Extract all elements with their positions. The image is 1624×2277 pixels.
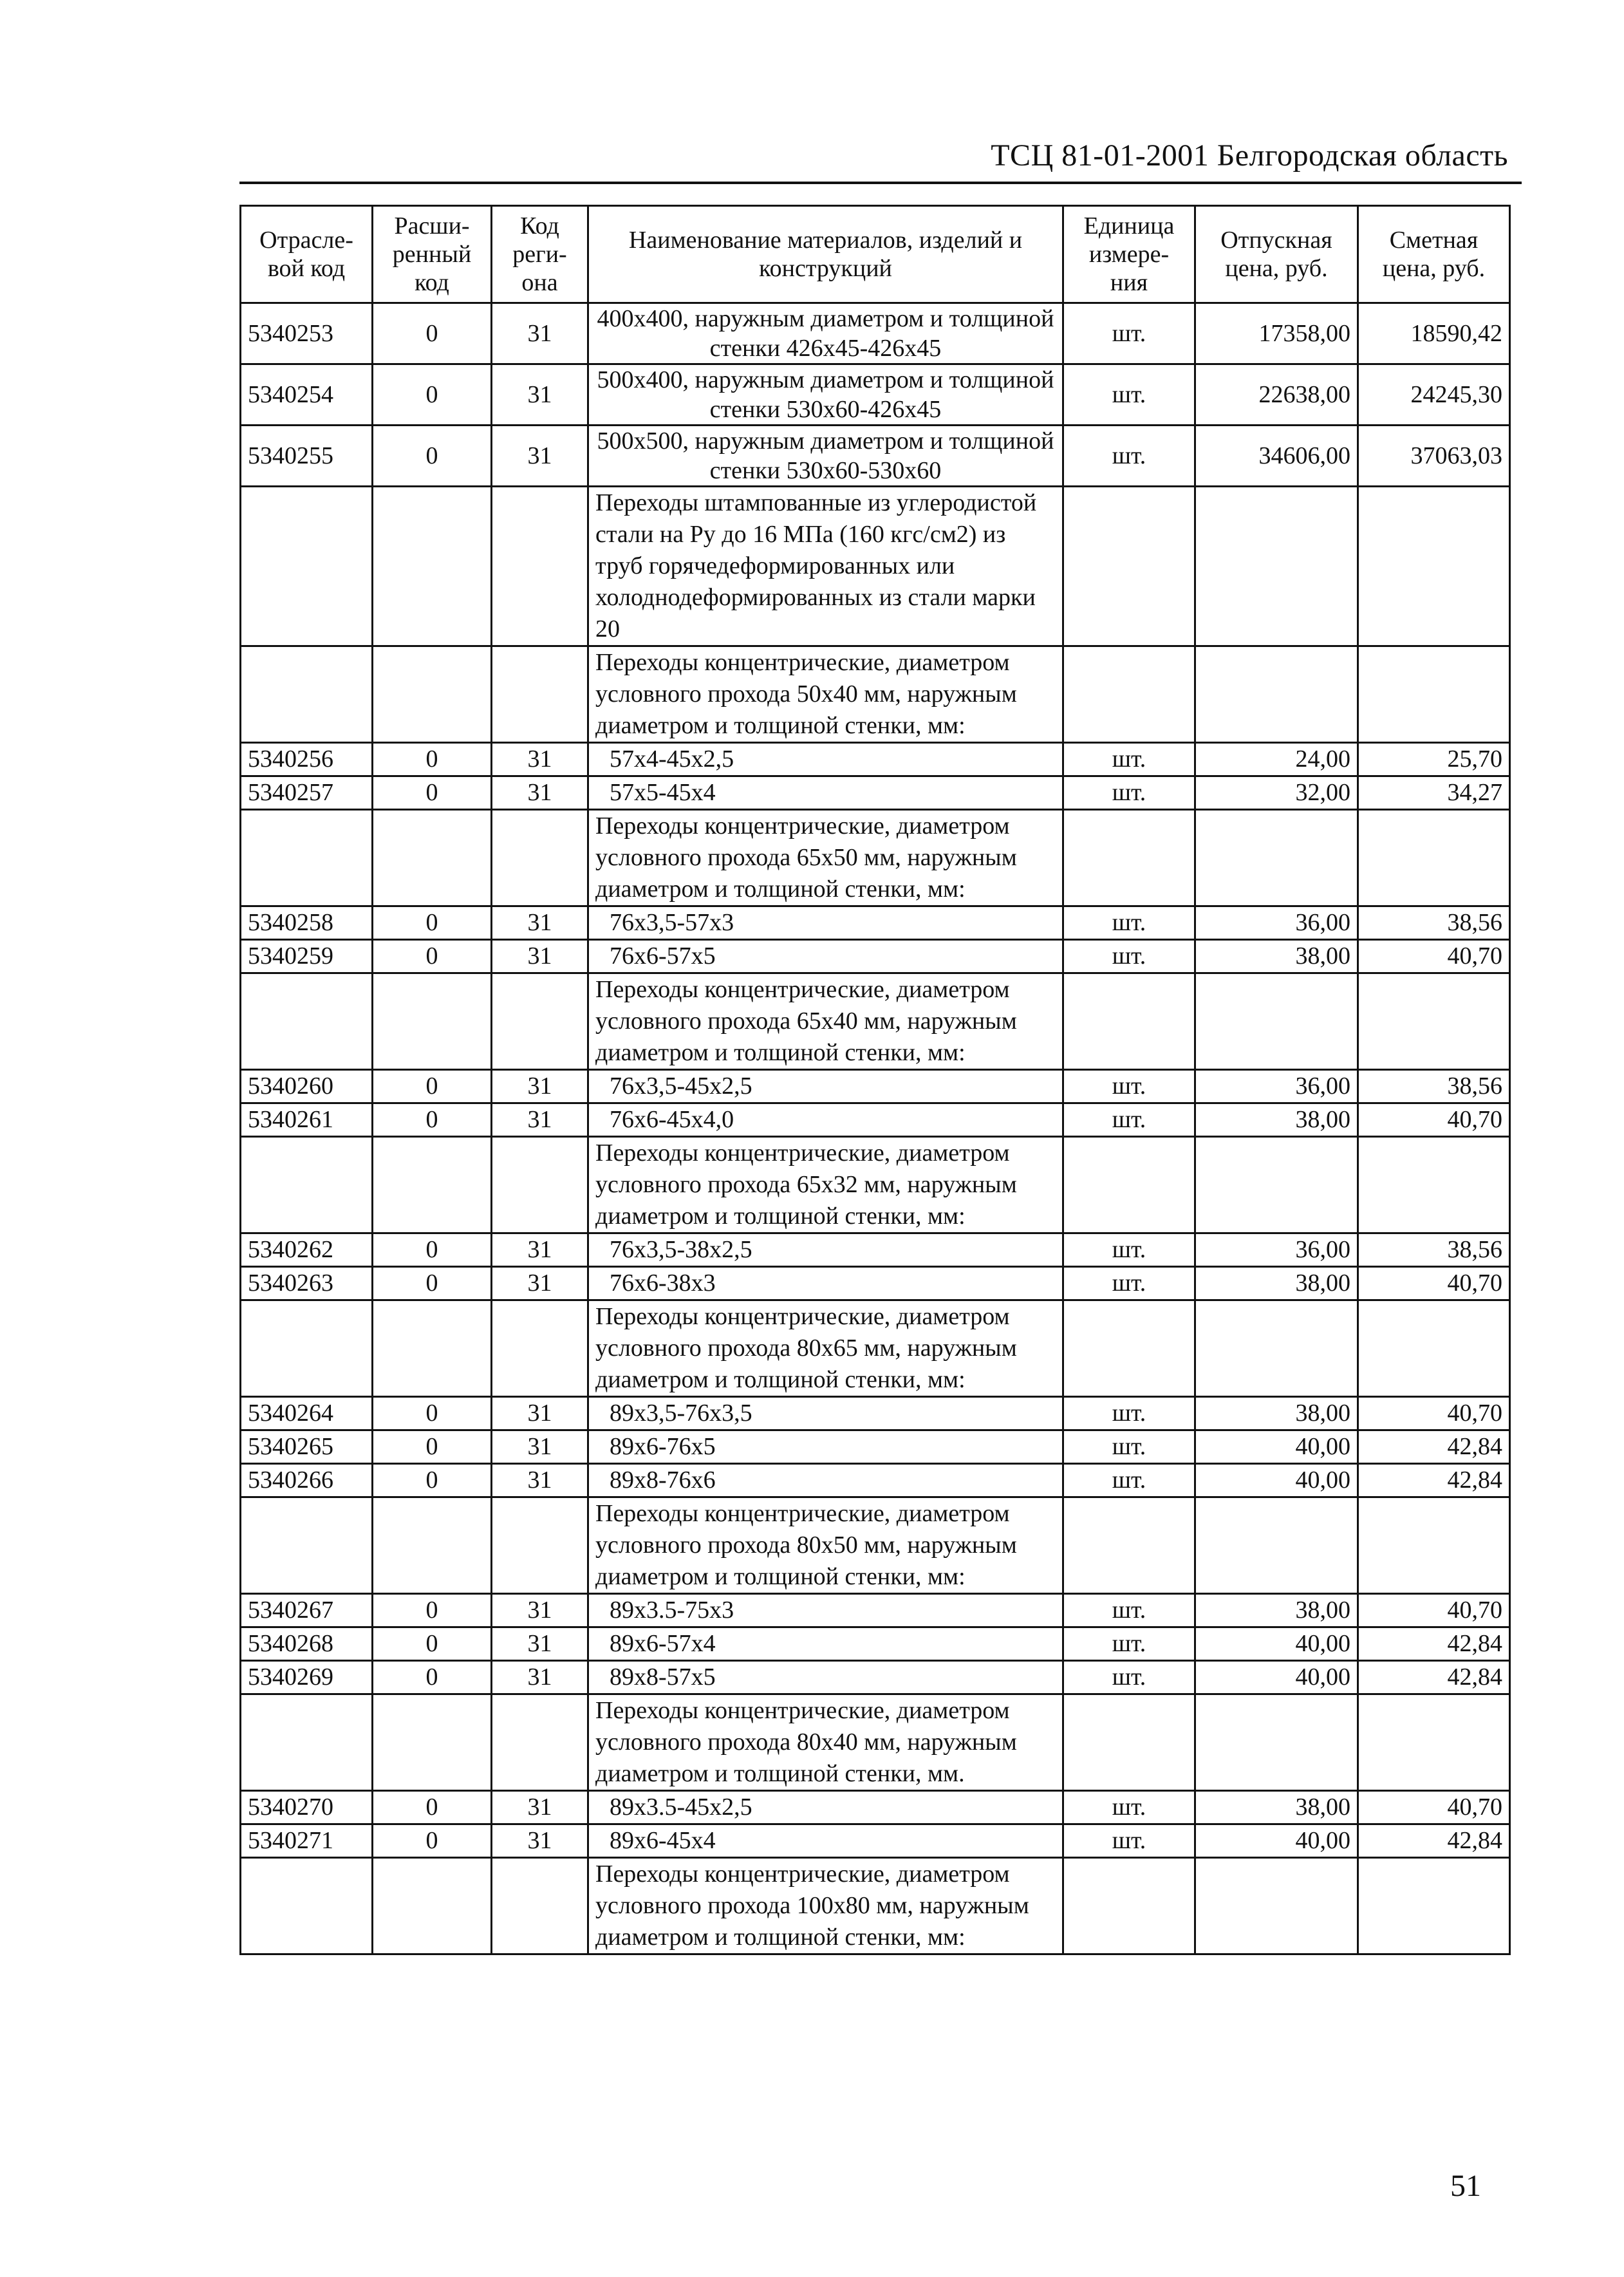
row-release-price: 40,00 [1195, 1661, 1358, 1694]
row-release-price: 36,00 [1195, 1233, 1358, 1267]
column-header-estimate-price: Сметная цена, руб. [1358, 206, 1510, 303]
row-estimate-price: 38,56 [1358, 1070, 1510, 1103]
row-release-price: 38,00 [1195, 940, 1358, 973]
group-heading: Переходы концентрические, диаметром условного прохода 65x50 мм, наружным диаметром и толщиной стенки, мм: [588, 810, 1063, 906]
row-extended-code: 0 [373, 1267, 492, 1300]
row-region-code: 31 [492, 1070, 588, 1103]
row-extended-code: 0 [373, 1661, 492, 1694]
row-branch-code: 5340265 [241, 1430, 373, 1464]
row-extended-code: 0 [373, 1594, 492, 1627]
group-heading-row [241, 1300, 1510, 1397]
row-release-price-empty [1195, 1694, 1358, 1791]
row-branch-code-empty [241, 1497, 373, 1594]
row-extended-code: 0 [373, 1824, 492, 1858]
group-heading: Переходы концентрические, диаметром условного прохода 65x32 мм, наружным диаметром и толщиной стенки, мм: [588, 1137, 1063, 1233]
table-row [241, 1661, 1510, 1694]
group-heading: Переходы штампованные из углеродистой стали на Ру до 16 МПа (160 кгс/см2) из труб горячедеформированных или холоднодеформированных из стали марки 20 [588, 487, 1063, 646]
table-row [241, 1233, 1510, 1267]
row-unit-empty [1063, 973, 1195, 1070]
row-branch-code: 5340261 [241, 1103, 373, 1137]
row-region-code: 31 [492, 1430, 588, 1464]
row-region-code-empty [492, 1300, 588, 1397]
row-name: 76x6-38x3 [588, 1267, 1063, 1300]
row-unit: шт. [1063, 940, 1195, 973]
row-release-price: 17358,00 [1195, 303, 1358, 364]
table-row [241, 1267, 1510, 1300]
row-branch-code: 5340256 [241, 743, 373, 776]
row-release-price-empty [1195, 1858, 1358, 1954]
row-extended-code: 0 [373, 1397, 492, 1430]
row-region-code: 31 [492, 303, 588, 364]
row-name: 89x3.5-45x2,5 [588, 1791, 1063, 1824]
row-region-code: 31 [492, 743, 588, 776]
group-heading-row [241, 1694, 1510, 1791]
row-release-price: 36,00 [1195, 1070, 1358, 1103]
table-row [241, 1627, 1510, 1661]
row-release-price: 24,00 [1195, 743, 1358, 776]
row-name: 500x500, наружным диаметром и толщиной стенки 530x60-530x60 [588, 426, 1063, 487]
group-heading-row [241, 1137, 1510, 1233]
row-branch-code: 5340266 [241, 1464, 373, 1497]
group-heading-row [241, 810, 1510, 906]
row-release-price: 32,00 [1195, 776, 1358, 810]
row-unit-empty [1063, 1694, 1195, 1791]
row-branch-code: 5340263 [241, 1267, 373, 1300]
table-row [241, 1070, 1510, 1103]
row-unit-empty [1063, 1858, 1195, 1954]
row-region-code: 31 [492, 940, 588, 973]
row-release-price: 40,00 [1195, 1464, 1358, 1497]
row-estimate-price: 24245,30 [1358, 364, 1510, 426]
column-header-release-price: Отпускная цена, руб. [1195, 206, 1358, 303]
row-branch-code-empty [241, 646, 373, 743]
row-unit-empty [1063, 1300, 1195, 1397]
table-row [241, 426, 1510, 487]
row-unit-empty [1063, 1497, 1195, 1594]
row-extended-code-empty [373, 810, 492, 906]
row-name: 89x3,5-76x3,5 [588, 1397, 1063, 1430]
row-name: 89x3.5-75x3 [588, 1594, 1063, 1627]
row-release-price: 36,00 [1195, 906, 1358, 940]
table-row [241, 1397, 1510, 1430]
row-branch-code: 5340260 [241, 1070, 373, 1103]
row-region-code: 31 [492, 776, 588, 810]
column-header-extended-code: Расши-ренный код [373, 206, 492, 303]
row-estimate-price: 40,70 [1358, 1397, 1510, 1430]
row-unit: шт. [1063, 426, 1195, 487]
table-row [241, 743, 1510, 776]
column-header-unit: Единица измере-ния [1063, 206, 1195, 303]
row-region-code: 31 [492, 1661, 588, 1694]
row-unit-empty [1063, 810, 1195, 906]
group-heading: Переходы концентрические, диаметром условного прохода 100x80 мм, наружным диаметром и толщиной стенки, мм: [588, 1858, 1063, 1954]
row-release-price-empty [1195, 973, 1358, 1070]
row-extended-code: 0 [373, 303, 492, 364]
row-estimate-price-empty [1358, 1694, 1510, 1791]
row-region-code: 31 [492, 1103, 588, 1137]
group-heading: Переходы концентрические, диаметром условного прохода 80x65 мм, наружным диаметром и толщиной стенки, мм: [588, 1300, 1063, 1397]
row-release-price: 38,00 [1195, 1103, 1358, 1137]
row-estimate-price: 42,84 [1358, 1464, 1510, 1497]
row-unit: шт. [1063, 1397, 1195, 1430]
row-unit: шт. [1063, 303, 1195, 364]
table-row [241, 1791, 1510, 1824]
row-estimate-price: 42,84 [1358, 1824, 1510, 1858]
column-header-branch-code: Отрасле-вой код [241, 206, 373, 303]
row-branch-code-empty [241, 487, 373, 646]
row-estimate-price: 37063,03 [1358, 426, 1510, 487]
row-estimate-price-empty [1358, 646, 1510, 743]
row-name: 76x6-57x5 [588, 940, 1063, 973]
row-region-code-empty [492, 973, 588, 1070]
row-unit: шт. [1063, 743, 1195, 776]
row-estimate-price: 40,70 [1358, 1267, 1510, 1300]
row-branch-code: 5340257 [241, 776, 373, 810]
row-name: 89x6-45x4 [588, 1824, 1063, 1858]
row-unit: шт. [1063, 1594, 1195, 1627]
row-extended-code: 0 [373, 1233, 492, 1267]
row-release-price: 38,00 [1195, 1791, 1358, 1824]
table-row [241, 364, 1510, 426]
row-extended-code: 0 [373, 364, 492, 426]
row-branch-code: 5340269 [241, 1661, 373, 1694]
table-header-row [241, 206, 1510, 303]
row-name: 76x3,5-38x2,5 [588, 1233, 1063, 1267]
group-heading: Переходы концентрические, диаметром условного прохода 80x50 мм, наружным диаметром и толщиной стенки, мм: [588, 1497, 1063, 1594]
row-extended-code: 0 [373, 1627, 492, 1661]
row-region-code-empty [492, 1858, 588, 1954]
row-unit: шт. [1063, 1791, 1195, 1824]
group-heading-row [241, 1858, 1510, 1954]
row-extended-code-empty [373, 487, 492, 646]
table-row [241, 776, 1510, 810]
column-header-name: Наименование материалов, изделий и конструкций [588, 206, 1063, 303]
row-estimate-price: 38,56 [1358, 1233, 1510, 1267]
row-estimate-price: 42,84 [1358, 1627, 1510, 1661]
row-estimate-price: 18590,42 [1358, 303, 1510, 364]
row-unit: шт. [1063, 364, 1195, 426]
row-unit: шт. [1063, 1103, 1195, 1137]
row-estimate-price: 25,70 [1358, 743, 1510, 776]
row-extended-code: 0 [373, 743, 492, 776]
row-region-code: 31 [492, 364, 588, 426]
row-unit: шт. [1063, 1430, 1195, 1464]
row-extended-code-empty [373, 1300, 492, 1397]
row-release-price-empty [1195, 487, 1358, 646]
row-release-price-empty [1195, 1137, 1358, 1233]
table-row [241, 1464, 1510, 1497]
table-row [241, 940, 1510, 973]
row-branch-code-empty [241, 1137, 373, 1233]
row-region-code-empty [492, 1137, 588, 1233]
row-unit: шт. [1063, 1464, 1195, 1497]
group-heading-row [241, 646, 1510, 743]
row-estimate-price: 40,70 [1358, 1103, 1510, 1137]
row-unit-empty [1063, 1137, 1195, 1233]
row-extended-code-empty [373, 1137, 492, 1233]
row-release-price: 38,00 [1195, 1397, 1358, 1430]
row-branch-code: 5340264 [241, 1397, 373, 1430]
row-release-price: 22638,00 [1195, 364, 1358, 426]
row-branch-code: 5340271 [241, 1824, 373, 1858]
row-estimate-price: 38,56 [1358, 906, 1510, 940]
document-header: ТСЦ 81-01-2001 Белгородская область [991, 138, 1508, 173]
row-region-code: 31 [492, 1791, 588, 1824]
group-heading-row [241, 973, 1510, 1070]
row-estimate-price: 34,27 [1358, 776, 1510, 810]
row-estimate-price-empty [1358, 810, 1510, 906]
row-unit: шт. [1063, 1267, 1195, 1300]
row-estimate-price-empty [1358, 1300, 1510, 1397]
table-row [241, 1430, 1510, 1464]
row-release-price: 40,00 [1195, 1430, 1358, 1464]
row-estimate-price-empty [1358, 973, 1510, 1070]
row-estimate-price-empty [1358, 1858, 1510, 1954]
row-unit: шт. [1063, 776, 1195, 810]
row-extended-code: 0 [373, 1464, 492, 1497]
group-heading-row [241, 487, 1510, 646]
row-branch-code: 5340255 [241, 426, 373, 487]
row-extended-code-empty [373, 1858, 492, 1954]
row-name: 89x8-76x6 [588, 1464, 1063, 1497]
row-name: 89x8-57x5 [588, 1661, 1063, 1694]
row-name: 76x3,5-57x3 [588, 906, 1063, 940]
row-estimate-price-empty [1358, 487, 1510, 646]
row-extended-code-empty [373, 646, 492, 743]
row-branch-code: 5340253 [241, 303, 373, 364]
row-extended-code-empty [373, 1694, 492, 1791]
row-region-code: 31 [492, 1464, 588, 1497]
row-name: 89x6-76x5 [588, 1430, 1063, 1464]
row-estimate-price-empty [1358, 1137, 1510, 1233]
row-branch-code-empty [241, 1858, 373, 1954]
row-extended-code: 0 [373, 1103, 492, 1137]
row-name: 89x6-57x4 [588, 1627, 1063, 1661]
row-region-code: 31 [492, 426, 588, 487]
row-extended-code: 0 [373, 426, 492, 487]
row-release-price-empty [1195, 1497, 1358, 1594]
row-extended-code: 0 [373, 906, 492, 940]
row-estimate-price: 40,70 [1358, 1791, 1510, 1824]
row-region-code: 31 [492, 1594, 588, 1627]
row-name: 400x400, наружным диаметром и толщиной стенки 426x45-426x45 [588, 303, 1063, 364]
row-extended-code: 0 [373, 1791, 492, 1824]
row-unit: шт. [1063, 1824, 1195, 1858]
row-estimate-price: 42,84 [1358, 1430, 1510, 1464]
row-branch-code: 5340270 [241, 1791, 373, 1824]
row-region-code-empty [492, 487, 588, 646]
row-region-code: 31 [492, 906, 588, 940]
row-name: 57x5-45x4 [588, 776, 1063, 810]
row-unit: шт. [1063, 1070, 1195, 1103]
page-number: 51 [1450, 2169, 1481, 2203]
group-heading: Переходы концентрические, диаметром условного прохода 80x40 мм, наружным диаметром и толщиной стенки, мм. [588, 1694, 1063, 1791]
row-name: 76x3,5-45x2,5 [588, 1070, 1063, 1103]
row-extended-code: 0 [373, 1430, 492, 1464]
row-name: 500x400, наружным диаметром и толщиной стенки 530x60-426x45 [588, 364, 1063, 426]
row-region-code: 31 [492, 1397, 588, 1430]
row-branch-code: 5340259 [241, 940, 373, 973]
row-release-price: 34606,00 [1195, 426, 1358, 487]
row-release-price-empty [1195, 810, 1358, 906]
row-unit: шт. [1063, 906, 1195, 940]
row-branch-code-empty [241, 973, 373, 1070]
row-release-price: 40,00 [1195, 1824, 1358, 1858]
row-extended-code: 0 [373, 940, 492, 973]
group-heading-row [241, 1497, 1510, 1594]
row-release-price: 38,00 [1195, 1267, 1358, 1300]
row-release-price: 38,00 [1195, 1594, 1358, 1627]
table-body [241, 303, 1510, 1954]
row-unit-empty [1063, 487, 1195, 646]
row-estimate-price: 42,84 [1358, 1661, 1510, 1694]
row-branch-code-empty [241, 1300, 373, 1397]
row-branch-code: 5340258 [241, 906, 373, 940]
group-heading: Переходы концентрические, диаметром условного прохода 50x40 мм, наружным диаметром и толщиной стенки, мм: [588, 646, 1063, 743]
row-release-price: 40,00 [1195, 1627, 1358, 1661]
row-branch-code-empty [241, 1694, 373, 1791]
row-unit-empty [1063, 646, 1195, 743]
row-region-code: 31 [492, 1267, 588, 1300]
row-estimate-price: 40,70 [1358, 1594, 1510, 1627]
row-region-code: 31 [492, 1824, 588, 1858]
row-region-code: 31 [492, 1627, 588, 1661]
header-divider [239, 182, 1522, 184]
row-branch-code: 5340267 [241, 1594, 373, 1627]
row-region-code-empty [492, 810, 588, 906]
table-row [241, 1103, 1510, 1137]
group-heading: Переходы концентрические, диаметром условного прохода 65x40 мм, наружным диаметром и толщиной стенки, мм: [588, 973, 1063, 1070]
row-region-code-empty [492, 1497, 588, 1594]
row-region-code-empty [492, 1694, 588, 1791]
row-extended-code-empty [373, 973, 492, 1070]
row-unit: шт. [1063, 1233, 1195, 1267]
column-header-region-code: Код реги-она [492, 206, 588, 303]
row-name: 76x6-45x4,0 [588, 1103, 1063, 1137]
row-branch-code-empty [241, 810, 373, 906]
row-estimate-price-empty [1358, 1497, 1510, 1594]
row-branch-code: 5340268 [241, 1627, 373, 1661]
row-unit: шт. [1063, 1627, 1195, 1661]
row-branch-code: 5340254 [241, 364, 373, 426]
table-row [241, 303, 1510, 364]
row-release-price-empty [1195, 646, 1358, 743]
row-branch-code: 5340262 [241, 1233, 373, 1267]
row-extended-code: 0 [373, 1070, 492, 1103]
row-extended-code-empty [373, 1497, 492, 1594]
row-region-code: 31 [492, 1233, 588, 1267]
row-release-price-empty [1195, 1300, 1358, 1397]
row-unit: шт. [1063, 1661, 1195, 1694]
row-name: 57x4-45x2,5 [588, 743, 1063, 776]
table-row [241, 1594, 1510, 1627]
row-region-code-empty [492, 646, 588, 743]
price-table [239, 205, 1511, 1955]
row-estimate-price: 40,70 [1358, 940, 1510, 973]
table-row [241, 906, 1510, 940]
row-extended-code: 0 [373, 776, 492, 810]
table-row [241, 1824, 1510, 1858]
